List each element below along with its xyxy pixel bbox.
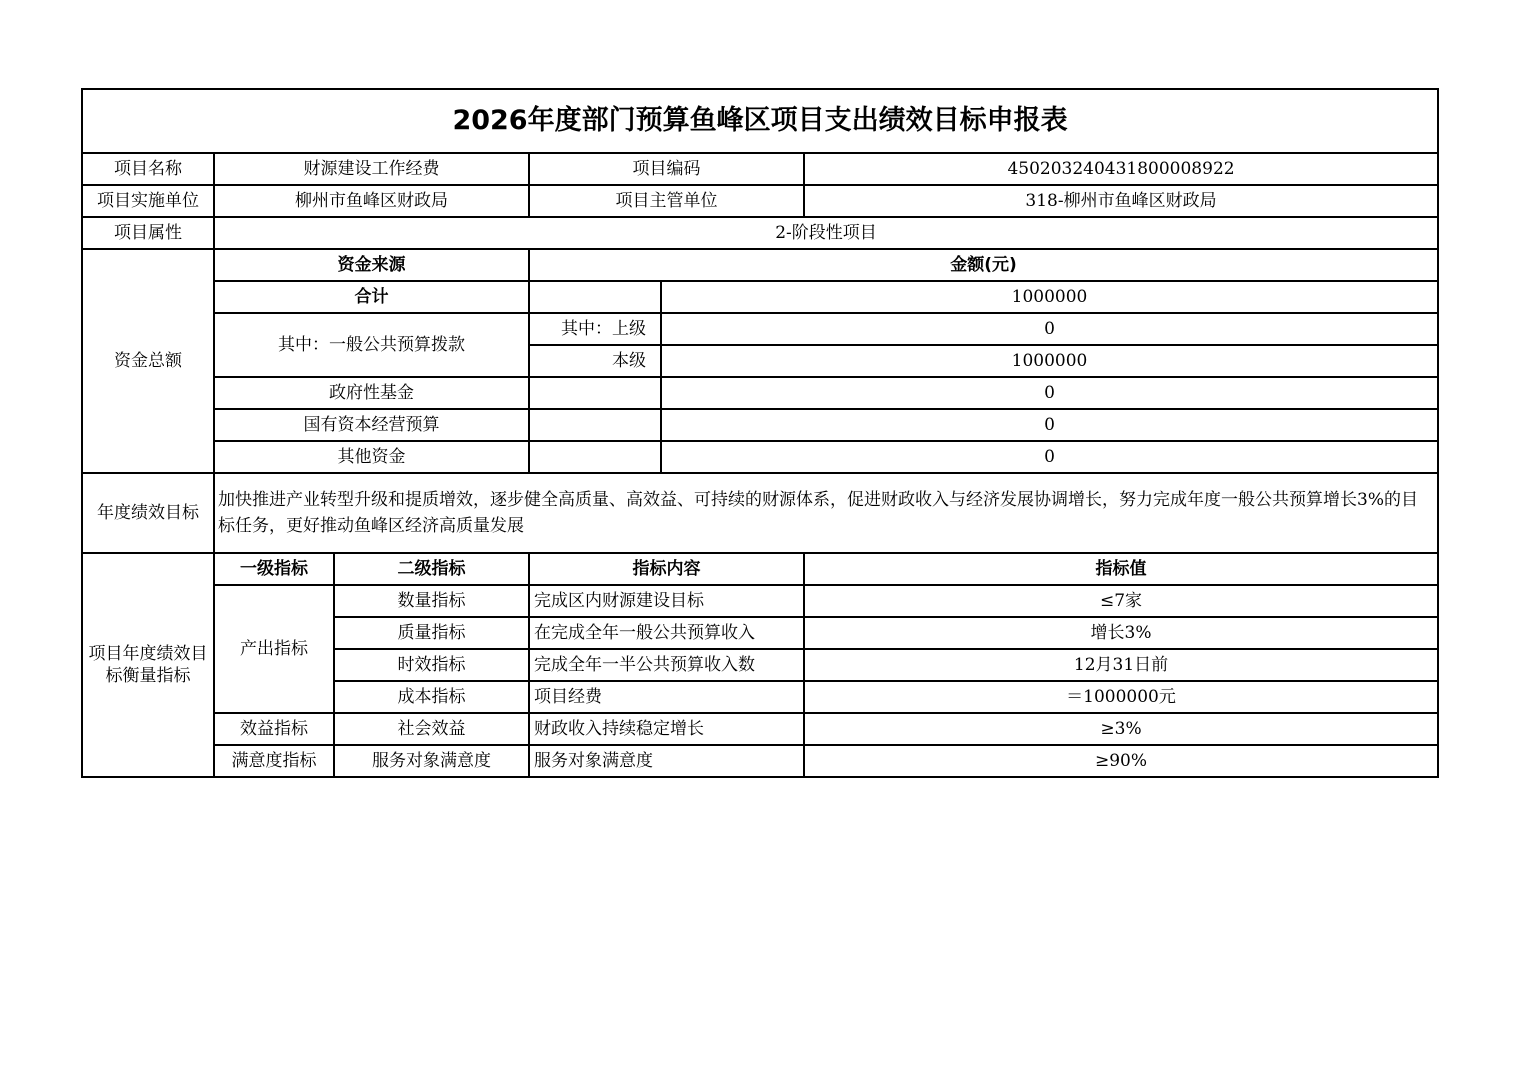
- fund-source-header: 资金来源: [214, 249, 529, 281]
- project-name-label: 项目名称: [82, 153, 214, 185]
- implementing-unit-label: 项目实施单位: [82, 185, 214, 217]
- total-label: 合计: [214, 281, 529, 313]
- amount-header: 金额(元): [529, 249, 1438, 281]
- indicator-value: 12月31日前: [804, 649, 1438, 681]
- annual-goal-text: 加快推进产业转型升级和提质增效，逐步健全高质量、高效益、可持续的财源体系，促进财政收入与经济发展协调增长，努力完成年度一般公共预算增长3%的目标任务，更好推动鱼峰区经济高质量发展: [214, 473, 1438, 553]
- indicator-content: 财政收入持续稳定增长: [529, 713, 804, 745]
- value-header: 指标值: [804, 553, 1438, 585]
- other-funds-label: 其他资金: [214, 441, 529, 473]
- satisfaction-indicator-label: 满意度指标: [214, 745, 334, 777]
- state-capital-label: 国有资本经营预算: [214, 409, 529, 441]
- state-capital-sub-empty: [529, 409, 661, 441]
- indicator-level2: 社会效益: [334, 713, 529, 745]
- indicator-level2: 质量指标: [334, 617, 529, 649]
- state-capital-amount: 0: [661, 409, 1438, 441]
- indicator-content: 项目经费: [529, 681, 804, 713]
- annual-goal-label: 年度绩效目标: [82, 473, 214, 553]
- implementing-unit: 柳州市鱼峰区财政局: [214, 185, 529, 217]
- indicator-value: 增长3%: [804, 617, 1438, 649]
- indicator-level2: 服务对象满意度: [334, 745, 529, 777]
- indicator-level2: 时效指标: [334, 649, 529, 681]
- supervising-unit-label: 项目主管单位: [529, 185, 804, 217]
- indicator-value: ≥90%: [804, 745, 1438, 777]
- project-attr-label: 项目属性: [82, 217, 214, 249]
- gov-fund-amount: 0: [661, 377, 1438, 409]
- upper-level-label: 其中：上级: [529, 313, 661, 345]
- form-title: 2026年度部门预算鱼峰区项目支出绩效目标申报表: [82, 89, 1438, 153]
- total-amount: 1000000: [661, 281, 1438, 313]
- indicator-content: 在完成全年一般公共预算收入: [529, 617, 804, 649]
- local-level-label: 本级: [529, 345, 661, 377]
- other-funds-sub-empty: [529, 441, 661, 473]
- gov-fund-sub-empty: [529, 377, 661, 409]
- funds-section-label: 资金总额: [82, 249, 214, 473]
- level1-header: 一级指标: [214, 553, 334, 585]
- local-level-amount: 1000000: [661, 345, 1438, 377]
- form-table: [81, 88, 1439, 778]
- indicator-content: 服务对象满意度: [529, 745, 804, 777]
- upper-level-amount: 0: [661, 313, 1438, 345]
- output-indicator-label: 产出指标: [214, 585, 334, 713]
- total-sub-empty: [529, 281, 661, 313]
- indicator-value: ＝1000000元: [804, 681, 1438, 713]
- indicator-content: 完成区内财源建设目标: [529, 585, 804, 617]
- benefit-indicator-label: 效益指标: [214, 713, 334, 745]
- other-funds-amount: 0: [661, 441, 1438, 473]
- gov-fund-label: 政府性基金: [214, 377, 529, 409]
- indicator-content: 完成全年一半公共预算收入数: [529, 649, 804, 681]
- level2-header: 二级指标: [334, 553, 529, 585]
- general-budget-label: 其中：一般公共预算拨款: [214, 313, 529, 377]
- project-attr: 2-阶段性项目: [214, 217, 1438, 249]
- performance-form: [81, 88, 1437, 778]
- indicator-value: ≥3%: [804, 713, 1438, 745]
- project-code-label: 项目编码: [529, 153, 804, 185]
- content-header: 指标内容: [529, 553, 804, 585]
- indicator-value: ≤7家: [804, 585, 1438, 617]
- project-code: 450203240431800008922: [804, 153, 1438, 185]
- indicators-section-label: 项目年度绩效目标衡量指标: [82, 553, 214, 777]
- indicator-level2: 成本指标: [334, 681, 529, 713]
- supervising-unit: 318-柳州市鱼峰区财政局: [804, 185, 1438, 217]
- indicator-level2: 数量指标: [334, 585, 529, 617]
- project-name: 财源建设工作经费: [214, 153, 529, 185]
